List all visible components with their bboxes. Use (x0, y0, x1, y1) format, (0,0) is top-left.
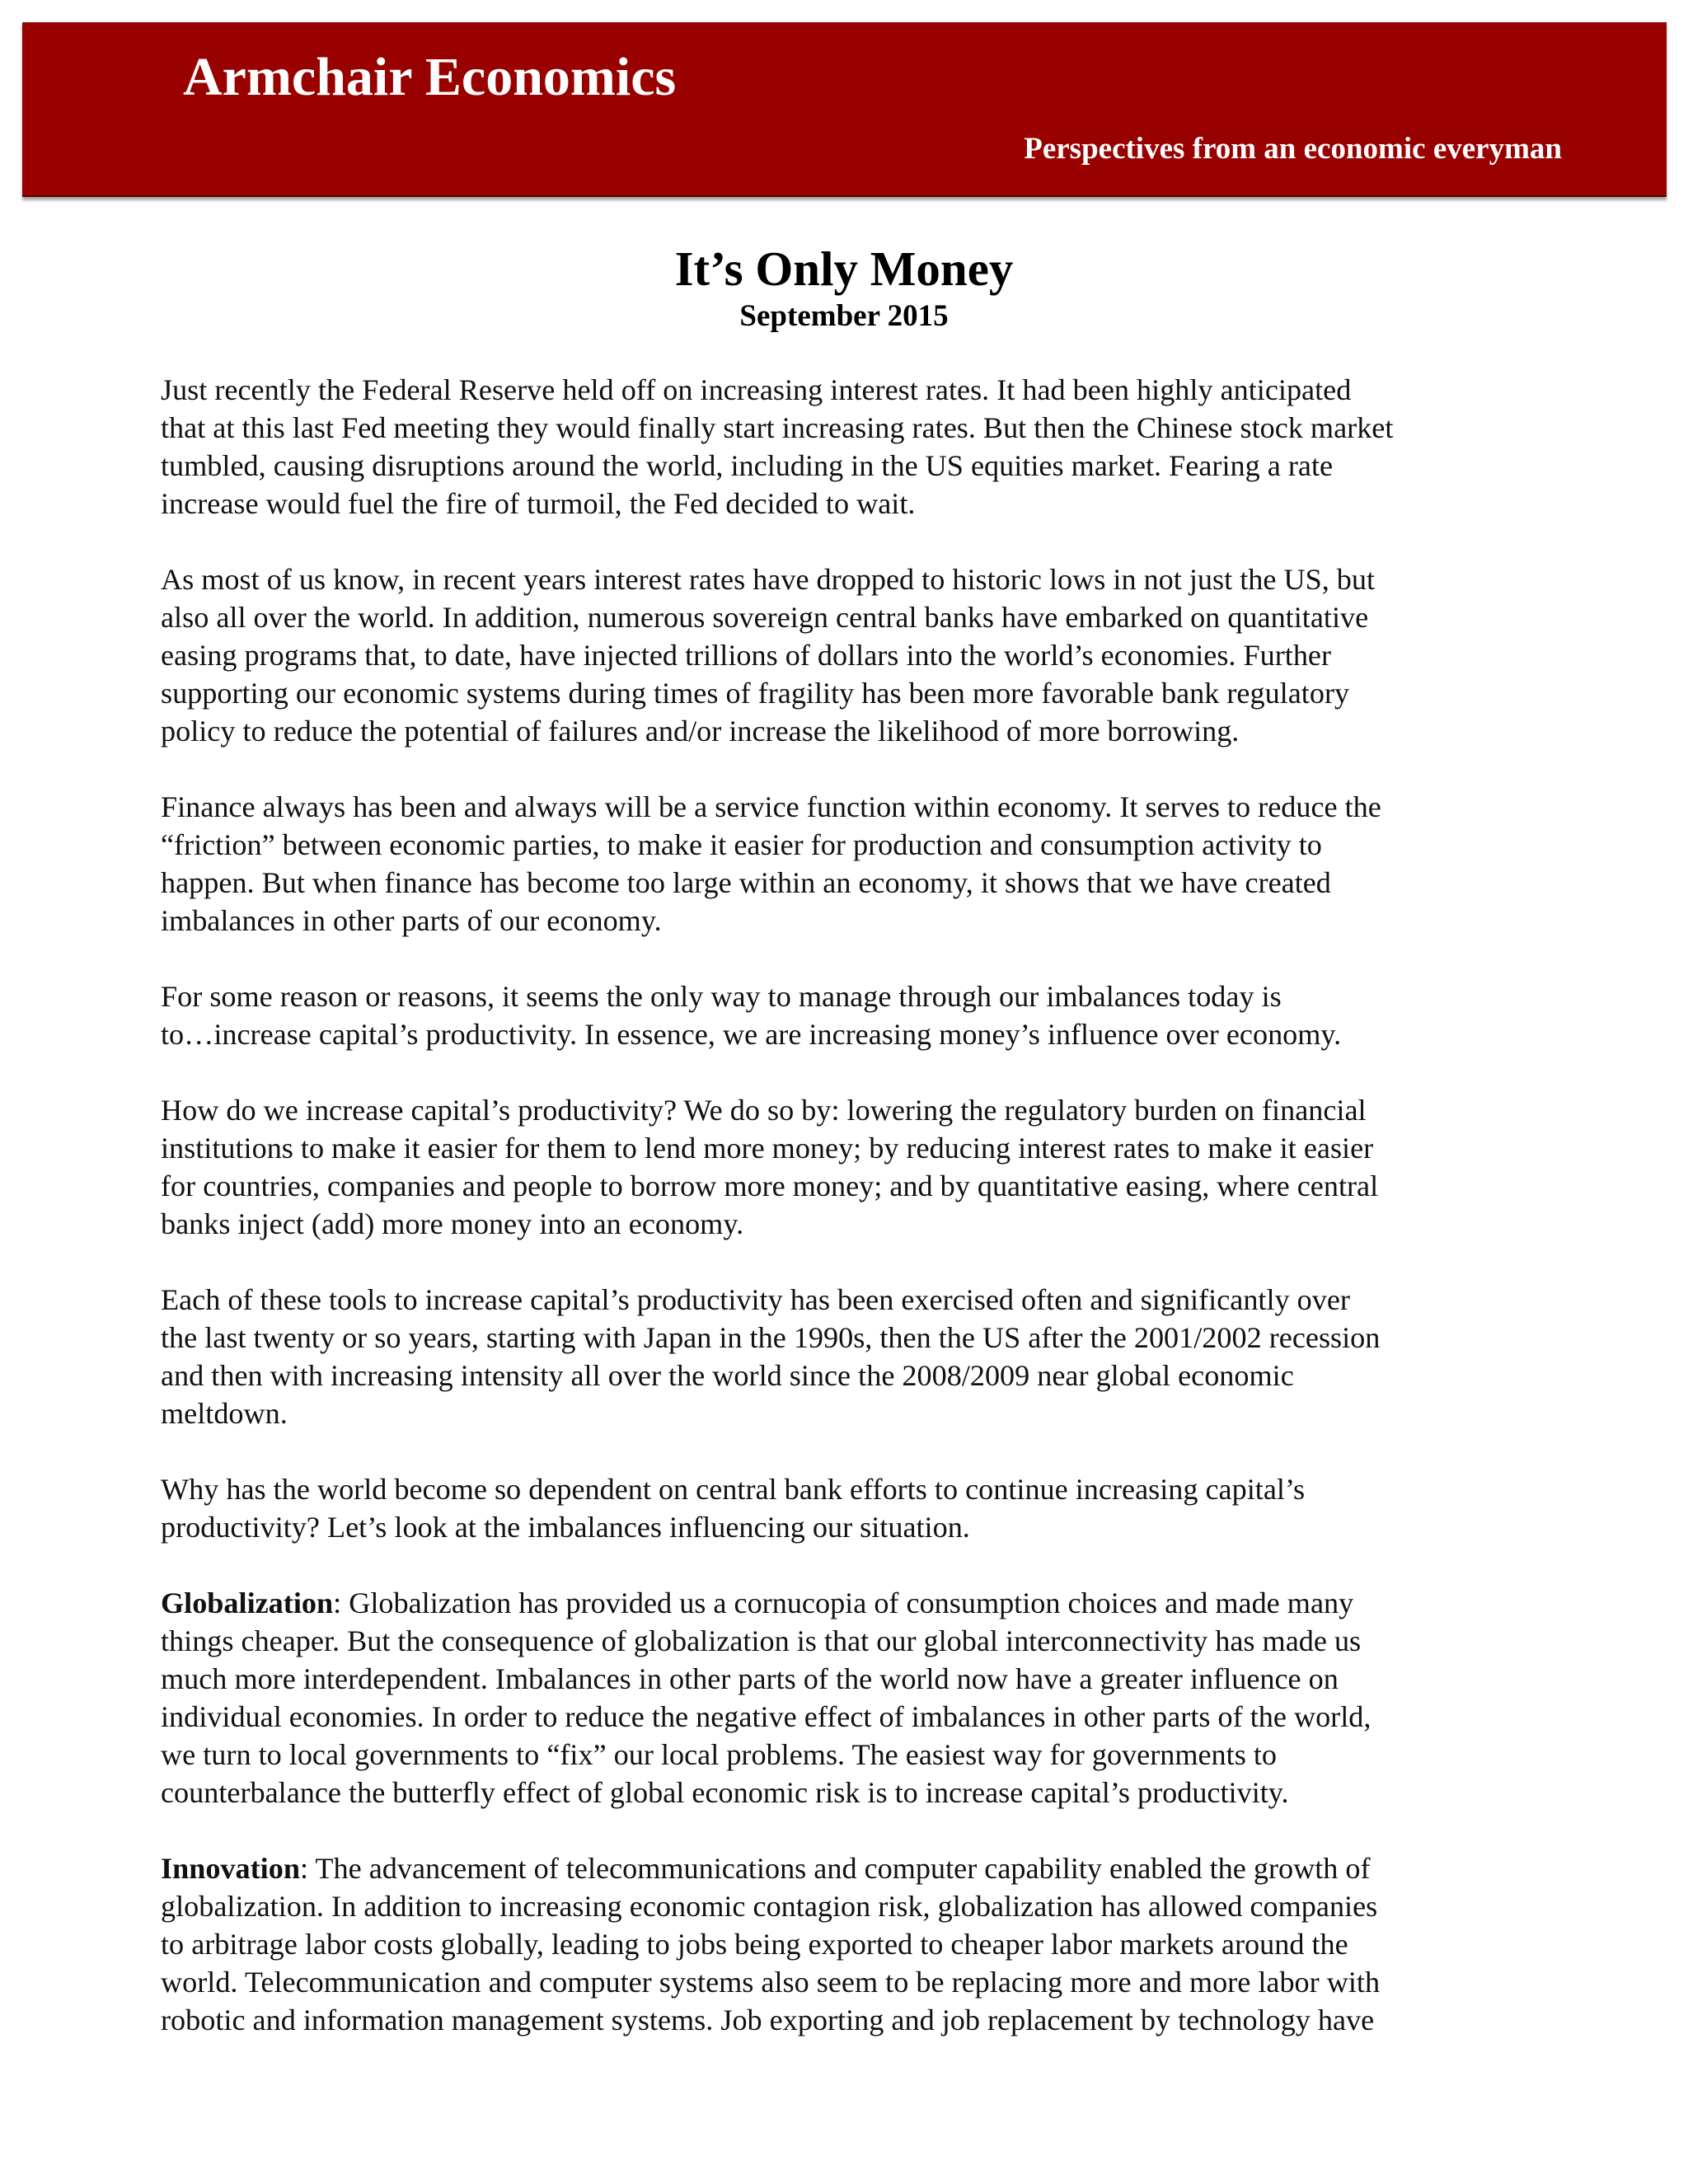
paragraph-line: and then with increasing intensity all over the world since the 2008/2009 near global economic (161, 1359, 1294, 1392)
site-tagline: Perspectives from an economic everyman (1024, 132, 1562, 166)
paragraph-line: : The advancement of telecommunications and computer capability enabled the growth of (299, 1852, 1371, 1885)
paragraph-line: to…increase capital’s productivity. In essence, we are increasing money’s influence over economy. (161, 1018, 1342, 1051)
article-paragraph (161, 1849, 1550, 2039)
paragraph-line: that at this last Fed meeting they would finally start increasing rates. But then the Chinese stock market (161, 411, 1394, 444)
paragraph-line: happen. But when finance has become too large within an economy, it shows that we have created (161, 866, 1331, 899)
paragraph-lead-term: Globalization (161, 1586, 334, 1619)
site-title: Armchair Economics (183, 47, 677, 107)
article-paragraph (161, 788, 1550, 940)
paragraph-line: “friction” between economic parties, to make it easier for production and consumption activity to (161, 828, 1322, 861)
paragraph-line: globalization. In addition to increasing economic contagion risk, globalization has allowed companies (161, 1890, 1378, 1923)
paragraph-line: institutions to make it easier for them to lend more money; by reducing interest rates to make it easier (161, 1132, 1374, 1165)
article-paragraph (161, 1584, 1550, 1811)
paragraph-line: individual economies. In order to reduce the negative effect of imbalances in other parts of the world, (161, 1700, 1372, 1733)
paragraph-line: Finance always has been and always will be a service function within economy. It serves to reduce the (161, 790, 1381, 823)
paragraph-line: much more interdependent. Imbalances in other parts of the world now have a greater influence on (161, 1662, 1339, 1695)
article-paragraph (161, 560, 1550, 750)
paragraph-line: For some reason or reasons, it seems the only way to manage through our imbalances today is (161, 980, 1282, 1013)
paragraph-line: meltdown. (161, 1397, 288, 1430)
paragraph-line: world. Telecommunication and computer systems also seem to be replacing more and more labor with (161, 1966, 1381, 1999)
paragraph-line: for countries, companies and people to borrow more money; and by quantitative easing, where central (161, 1169, 1379, 1202)
paragraph-line: policy to reduce the potential of failures and/or increase the likelihood of more borrowing. (161, 715, 1240, 748)
article-paragraph (161, 977, 1550, 1053)
paragraph-line: : Globalization has provided us a cornucopia of consumption choices and made many (333, 1586, 1354, 1619)
article-header (0, 239, 1688, 335)
article-paragraph (161, 371, 1550, 523)
article-date: September 2015 (739, 299, 949, 333)
paragraph-line: imbalances in other parts of our economy. (161, 904, 662, 937)
paragraph-line: tumbled, causing disruptions around the world, including in the US equities market. Fearing a rate (161, 449, 1334, 482)
paragraph-line: supporting our economic systems during times of fragility has been more favorable bank regulatory (161, 677, 1350, 710)
article-paragraph (161, 1470, 1550, 1546)
paragraph-line: also all over the world. In addition, numerous sovereign central banks have embarked on quantitative (161, 601, 1369, 634)
article-paragraph (161, 1281, 1550, 1432)
article-body (161, 371, 1550, 2039)
paragraph-line: productivity? Let’s look at the imbalances influencing our situation. (161, 1511, 970, 1544)
paragraph-line: Just recently the Federal Reserve held off on increasing interest rates. It had been highly anticipated (161, 373, 1352, 406)
paragraph-line: things cheaper. But the consequence of globalization is that our global interconnectivity has made us (161, 1624, 1362, 1657)
header-banner (22, 22, 1667, 197)
paragraph-line: counterbalance the butterfly effect of global economic risk is to increase capital’s productivity. (161, 1776, 1289, 1809)
paragraph-line: we turn to local governments to “fix” our local problems. The easiest way for governments to (161, 1738, 1277, 1771)
article-paragraph (161, 1091, 1550, 1243)
paragraph-line: Each of these tools to increase capital’s productivity has been exercised often and significantly over (161, 1283, 1350, 1316)
paragraph-lead-term: Innovation (161, 1852, 300, 1885)
paragraph-line: easing programs that, to date, have injected trillions of dollars into the world’s economies. Further (161, 639, 1332, 672)
paragraph-line: robotic and information management systems. Job exporting and job replacement by technology have (161, 2004, 1375, 2036)
paragraph-line: How do we increase capital’s productivity? We do so by: lowering the regulatory burden on financial (161, 1094, 1367, 1127)
paragraph-line: to arbitrage labor costs globally, leading to jobs being exported to cheaper labor markets around the (161, 1928, 1348, 1961)
paragraph-line: increase would fuel the fire of turmoil, the Fed decided to wait. (161, 487, 916, 520)
article-title: It’s Only Money (674, 241, 1014, 296)
paragraph-line: Why has the world become so dependent on central bank efforts to continue increasing capital’s (161, 1473, 1306, 1506)
paragraph-line: banks inject (add) more money into an economy. (161, 1207, 744, 1240)
paragraph-line: As most of us know, in recent years interest rates have dropped to historic lows in not just the US, but (161, 563, 1376, 596)
paragraph-line: the last twenty or so years, starting with Japan in the 1990s, then the US after the 2001/2002 recession (161, 1321, 1381, 1354)
